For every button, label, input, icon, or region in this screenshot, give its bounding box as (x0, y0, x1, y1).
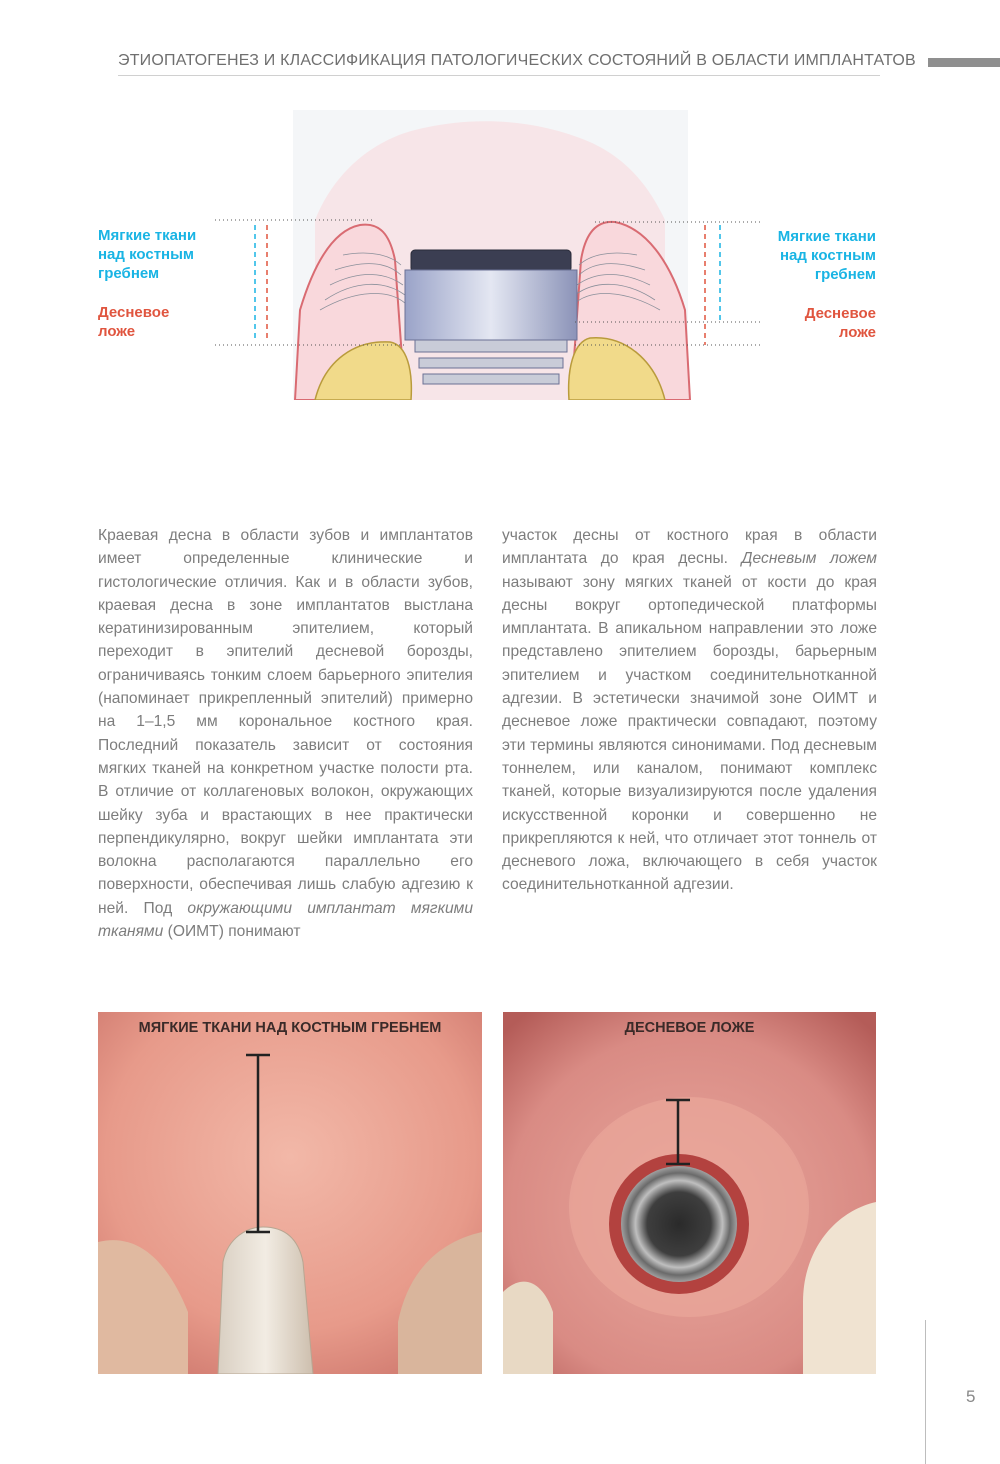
label-gingival-bed-right: Десневое ложе (804, 305, 876, 341)
implant-illustration (215, 110, 765, 400)
side-rule (925, 1320, 926, 1464)
running-header: ЭТИОПАТОГЕНЕЗ И КЛАССИФИКАЦИЯ ПАТОЛОГИЧЕСКИХ СОСТОЯНИЙ В ОБЛАСТИ ИМПЛАНТАТОВ (118, 52, 916, 69)
photo-title-soft-tissue: МЯГКИЕ ТКАНИ НАД КОСТНЫМ ГРЕБНЕМ (138, 1020, 442, 1036)
label-soft-tissue-left: Мягкие ткани над костным гребнем (98, 227, 197, 282)
photo-gingival-bed (503, 1012, 876, 1374)
text-column-left: Краевая десна в области зубов и имплантатов имеет определенные клинические и гистологические отличия. Как и в области зубов, краевая десна в зоне имплантатов выстлана кератинизированным эпителием, который переходит в эпителий десневой борозды, ограничиваясь тонким слоем барьерного эпителия (напоминает прикрепленный эпителий) примерно на 1–1,5 мм корональное костного края. Последний показатель зависит от состояния мягких тканей на конкретном участке полости рта. В отличие от коллагеновых волокон, окружающих шейку зуба и врастающих в нее практически перпендикулярно, вокруг шейки имплантата эти волокна располагаются параллельно его поверхности, обеспечивая лишь слабую адгезию к ней. Под окружающими имплантат мягкими тканями (ОИМТ) понимают (98, 527, 473, 941)
page-number: 5 (966, 1387, 976, 1406)
label-soft-tissue-right: Мягкие ткани над костным гребнем (777, 228, 876, 283)
header-rule (118, 75, 880, 76)
photo-soft-tissue (98, 1012, 482, 1374)
photo-title-gingival-bed: ДЕСНЕВОЕ ЛОЖЕ (624, 1020, 755, 1036)
label-gingival-bed-left: Десневое ложе (98, 304, 170, 340)
text-column-right: участок десны от костного края в области имплантата до края десны. Десневым ложем называют зону мягких тканей от кости до края десны вокруг ортопедической платформы имплантата. В апикальном направлении это ложе представлено эпителием борозды, барьерным эпителием и участком соединительнотканной адгезии. В эстетически значимой зоне ОИМТ и десневое ложе практически совпадают, поэтому эти термины являются синонимами. Под десневым тоннелем, или каналом, понимают комплекс тканей, которые визуализируются после удаления искусственной коронки и совершенно не прикрепляются к ней, что отличает этот тоннель от десневого ложа, включающего в себя участок соединительнотканной адгезии. (502, 527, 877, 894)
header-accent-bar (928, 58, 1000, 67)
